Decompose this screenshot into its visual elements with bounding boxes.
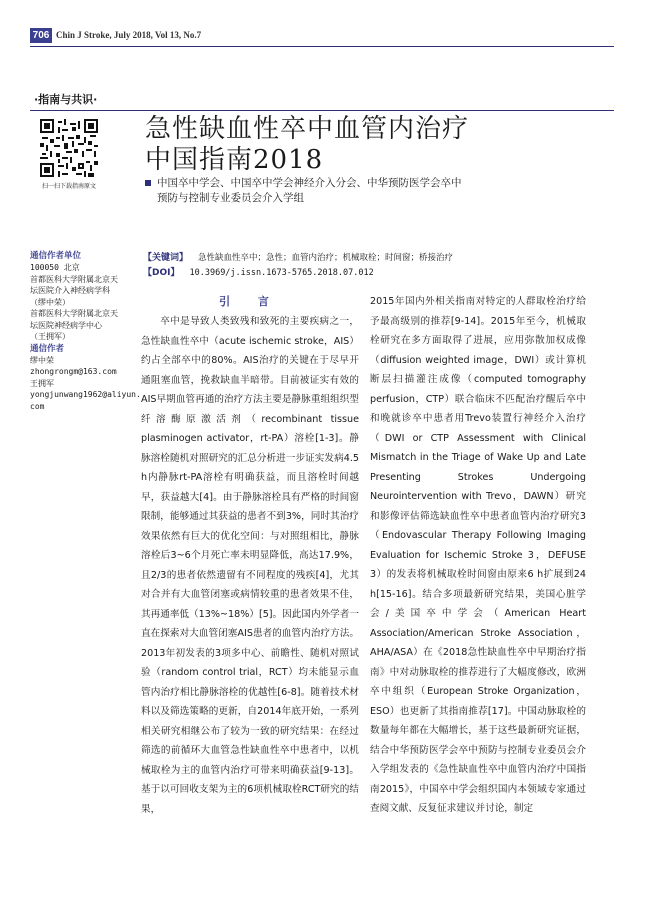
keywords-block	[143, 250, 453, 280]
doi-label: 【DOI】	[143, 268, 180, 278]
journal-citation: Chin J Stroke, July 2018, Vol 13, No.7	[56, 30, 202, 40]
keywords-text: 急性缺血性卒中；急性；血管内治疗；机械取栓；时间窗；桥接治疗	[198, 253, 454, 263]
section-tag: ·指南与共识·	[34, 93, 98, 106]
qr-code-icon[interactable]	[40, 119, 98, 177]
article-title	[145, 114, 469, 176]
sidebar-line: 首都医科大学附属北京天	[30, 309, 118, 318]
sidebar-line: com	[30, 401, 45, 411]
correspondence-sidebar	[30, 250, 141, 412]
sidebar-heading: 通信作者单位	[30, 251, 82, 261]
title-line: 急性缺血性卒中血管内治疗	[145, 114, 470, 144]
sidebar-line: zhongrongm@163.com	[30, 367, 117, 376]
sidebar-line: 坛医院介入神经病学科	[30, 286, 110, 295]
author-line: 中国卒中学会、中国卒中学会神经介入分会、中华预防医学会卒中	[157, 177, 462, 189]
sidebar-line: 100050 北京	[30, 263, 80, 272]
page-number: 706	[30, 28, 52, 43]
author-line: 预防与控制专业委员会介入学组	[157, 192, 304, 204]
body-paragraph: 2015年国内外相关指南对特定的人群取栓治疗给予最高级别的推荐[9-14]。2015年至今，机械取栓研究在多方面取得了进展，应用弥散加权成像（diffusion weighted image，DWI）或计算机断层扫描灌注成像（computed tomography perfusion，CTP）联合临床不匹配治疗醒后卒中和晚就诊卒中患者用Trevo装置行神经介入治疗（DWI or CTP Assessment with Clinical Mismatch in the Triage of Wake Up and Late Presenting Strokes Undergoing Neurointervention with Trevo，DAWN）研究和影像评估筛选缺血性卒中患者血管内治疗研究3（Endovascular Therapy Following Imaging Evaluation for Ischemic Stroke 3，DEFUSE 3）的发表将机械取栓时间窗由原来6 h扩展到24 h[15-16]。结合多项最新研究结果，美国心脏学会/美国卒中学会（American Heart Association/American Stroke Association，AHA/ASA）在《2018急性缺血性卒中早期治疗指南》中对动脉取栓的推荐进行了大幅度修改，欧洲卒中组织（European Stroke Organization，ESO）也更新了其指南推荐[17]。中国动脉取栓的数量每年都在大幅增长，基于这些最新研究证据，结合中华预防医学会卒中预防与控制专业委员会介入学组发表的《急性缺血性卒中血管内治疗中国指南2015》，中国卒中学会组织国内本领域专家通过查阅文献、反复征求建议并讨论，制定	[370, 296, 586, 814]
title-line: 中国指南2018	[145, 145, 324, 175]
section-heading: 引 言	[219, 295, 281, 308]
keywords-label: 【关键词】	[143, 253, 189, 263]
sidebar-line: yongjunwang1962@aliyun.	[30, 390, 141, 399]
sidebar-line: （缪中荣）	[30, 297, 70, 307]
doi-text[interactable]: 10.3969/j.issn.1673-5765.2018.07.012	[189, 268, 374, 278]
body-column-left	[141, 312, 359, 819]
sidebar-line: 坛医院神经病学中心	[30, 320, 102, 330]
sidebar-line: 缪中荣	[30, 355, 54, 365]
qr-caption: 扫一扫下载指南原文	[41, 183, 96, 190]
body-column-right	[370, 292, 586, 819]
sidebar-line: 王拥军	[30, 378, 54, 388]
bullet-square-icon	[145, 180, 151, 186]
sidebar-line: 首都医科大学附属北京天	[30, 274, 118, 284]
section-rule	[30, 110, 614, 111]
author-block	[145, 176, 475, 206]
sidebar-heading: 通信作者	[30, 343, 65, 354]
header-rule	[30, 46, 614, 47]
body-paragraph: 卒中是导致人类致残和致死的主要疾病之一，急性缺血性卒中（acute ischemic stroke，AIS）约占全部卒中的80%。AIS治疗的关键在于尽早开通阻塞血管，挽救缺血半暗带。目前被证实有效的AIS早期血管再通的治疗方法主要是静脉重组组织型纤溶酶原激活剂（recombinant tissue plasminogen activator，rt-PA）溶栓[1-3]。静脉溶栓随机对照研究的汇总分析进一步证实发病4.5 h内静脉rt-PA溶栓有明确获益，而且溶栓时间越早，获益越大[4]。由于静脉溶栓具有严格的时间窗限制，能够通过其获益的患者不到3%，同时其治疗效果依然有巨大的优化空间：与对照组相比，静脉溶栓后3~6个月死亡率未明显降低，高达17.9%，且2/3的患者依然遗留有不同程度的残疾[4]，尤其对合并有大血管闭塞或病情较重的患者效果不佳，其再通率低（13%~18%）[5]。因此国内外学者一直在探索对大血管闭塞AIS患者的血管内治疗方法。2013年初发表的3项多中心、前瞻性、随机对照试验（random control trial，RCT）均未能显示血管内治疗相比静脉溶栓的优越性[6-8]。随着技术材料以及筛选策略的更新，自2014年底开始，一系列相关研究相继公布了较为一致的研究结果：在经过筛选的前循环大血管急性缺血性卒中患者中，以机械取栓为主的血管内治疗可带来明确获益[9-13]。基于以可回收支架为主的6项机械取栓RCT研究的结果，	[141, 316, 359, 815]
sidebar-line: （王拥军）	[30, 332, 70, 341]
